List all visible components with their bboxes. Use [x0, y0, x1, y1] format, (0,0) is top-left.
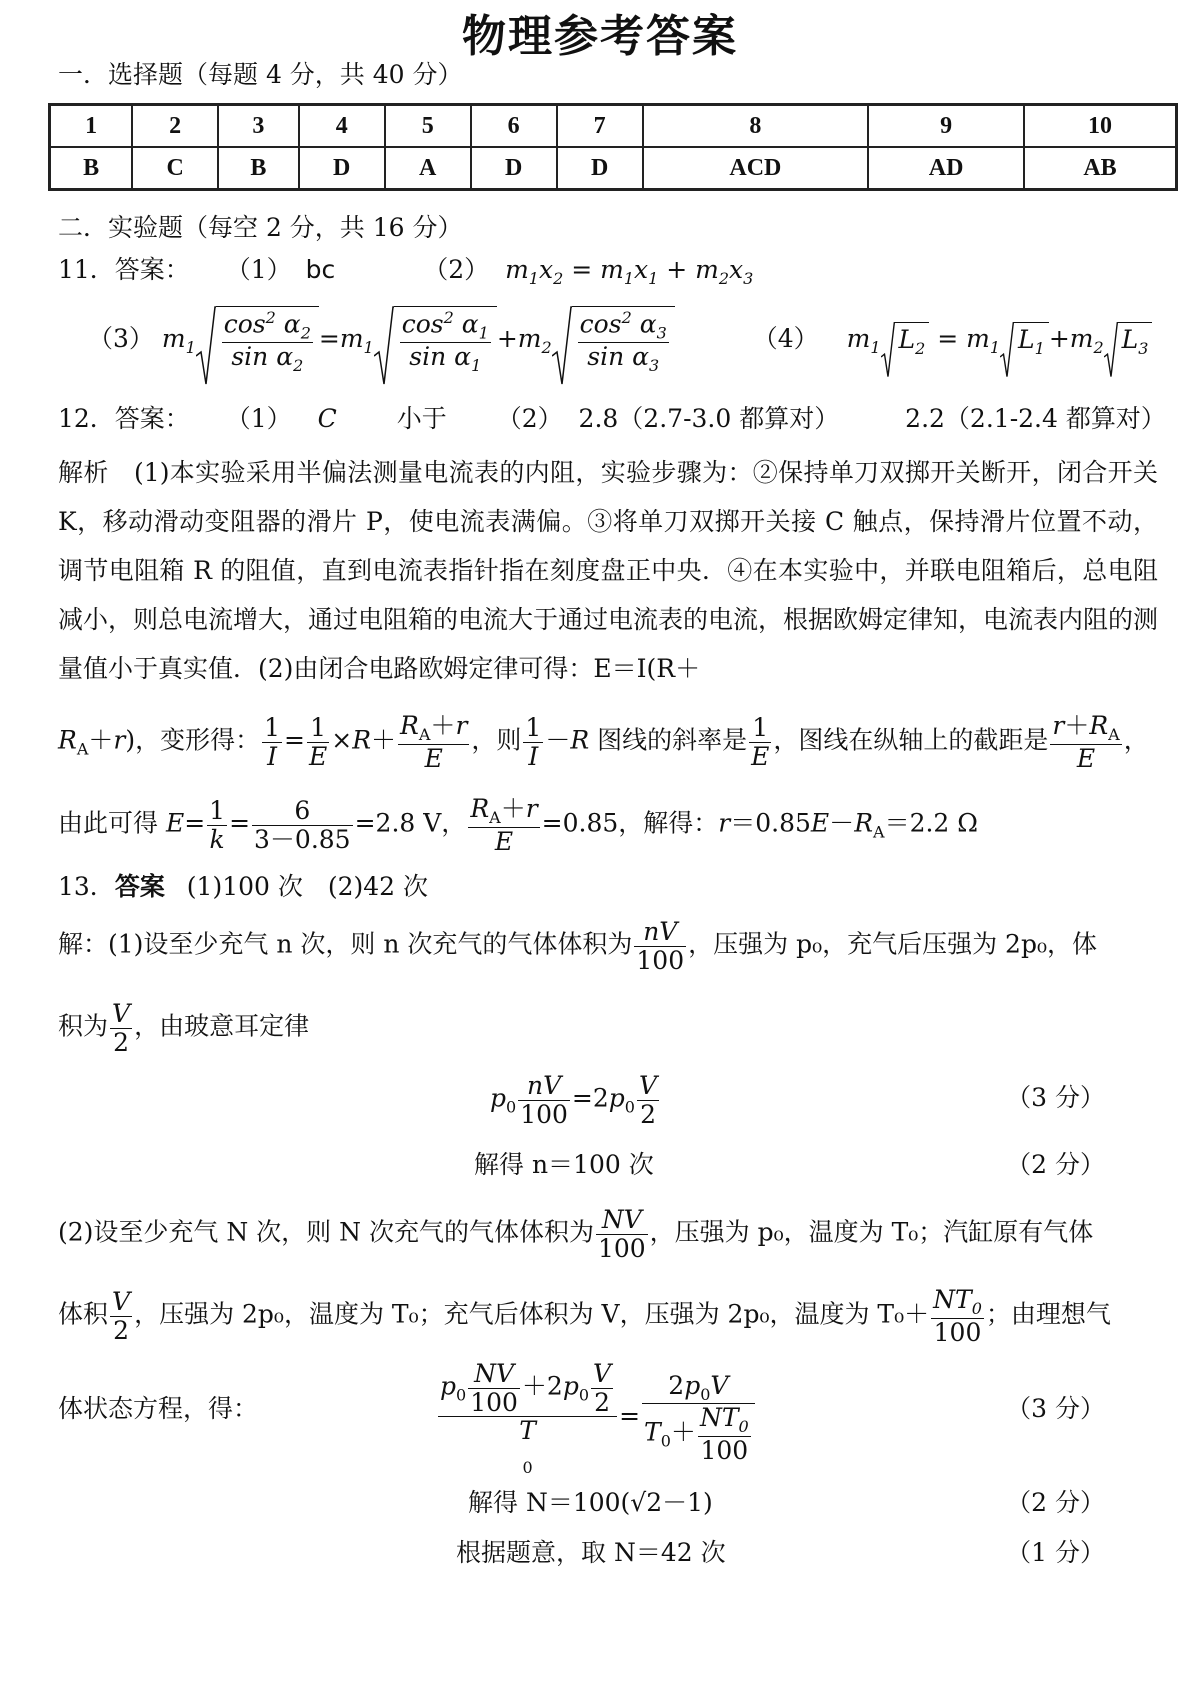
q12-line-1 [58, 404, 1166, 434]
table-cell: D [299, 147, 385, 190]
table-cell: 2 [132, 105, 218, 148]
score-label: （2 分） [1006, 1488, 1105, 1517]
table-cell: A [385, 147, 471, 190]
table-cell: AD [868, 147, 1024, 190]
q13-solve-1: 解：(1)设至少充气 n 次，则 n 次充气的气体体积为 $\frac{nV}{100}$ ，压强为 p₀，充气后压强为 2p₀，体 [58, 917, 1097, 975]
table-cell: AB [1024, 147, 1177, 190]
q13-result-1: 解得 n＝100 次 [474, 1150, 654, 1179]
q13-solve-2f: 体状态方程，得： [58, 1394, 259, 1423]
table-cell: B [218, 147, 299, 190]
q13-text: (2)设至少充气 N 次，则 N 次充气的气体体积为 [58, 1217, 594, 1247]
table-cell: 4 [299, 105, 385, 148]
q12-label: 12．答案： [58, 404, 190, 433]
q13-text: 解：(1)设至少充气 n 次，则 n 次充气的气体体积为 [58, 929, 633, 959]
q13-result-2: 解得 N＝100(√2－1) [468, 1488, 713, 1517]
score-label: （2 分） [1006, 1150, 1105, 1179]
q13-text: ；由理想气 [985, 1299, 1111, 1329]
table-cell: 9 [868, 105, 1024, 148]
q11-label: 11．答案： [58, 255, 190, 284]
q13-answer: (1)100 次 (2)42 次 [186, 872, 429, 901]
table-cell: 7 [557, 105, 643, 148]
table-cell: B [50, 147, 133, 190]
q13-answer-word: 答案 [114, 872, 165, 901]
q13-text: 体积 [58, 1299, 109, 1329]
q11-equation-3: $m_1$ $\frac{\cos^2 \alpha_2}{\sin \alpha_2}$ $=m_1$ $\frac{\cos^2 \alpha_1}{\sin \alpha_1}$ $+m_2$ $\frac{\cos^2 \alpha_3}{\sin \alpha_3}$ [162, 324, 675, 353]
q13-text: ，由玻意耳定律 [134, 1011, 310, 1041]
q12-answer-1: C [317, 404, 337, 433]
section-2-heading: 二．实验题（每空 2 分，共 16 分） [58, 213, 463, 242]
q13-equation-2: $p_0$ $\frac{NV}{100}$ $+2p_0$ $\frac{V}{2}$ T $_0$= $2p_0V$ $T_0+$ $\frac{NT_0}{100}$ [436, 1360, 757, 1476]
q12-derivation-2: 由此可得 E= $\frac{1}{k}$ = $\frac{6}{3-0.85}$ =2.8 V， $\frac{R_A+r}{E}$ =0.85，解得：$r=0.85E-R_A=2.2$ Ω [58, 794, 979, 856]
q11-answer-1: bc [305, 255, 336, 284]
q11-line-1 [58, 255, 753, 288]
q11-part-1: （1） [225, 255, 292, 284]
table-cell: D [557, 147, 643, 190]
q11-part-2: （2） [423, 255, 490, 284]
table-cell: D [471, 147, 557, 190]
q13-text: 积为 [58, 1011, 109, 1041]
q13-solve-1c: 积为 $\frac{V}{2}$ ，由玻意耳定律 [58, 999, 310, 1057]
q11-equation-4: $m_1$ $L_2 = m_1$ $L_1 +m_2$ $L_3$ [847, 324, 1153, 353]
q12-part-1: （1） [225, 404, 292, 433]
q11-part-4: （4） [752, 323, 819, 353]
q12-answer-2: 小于 [396, 404, 447, 433]
q13-solve-2a: (2)设至少充气 N 次，则 N 次充气的气体体积为 $\frac{NV}{100}$ ，压强为 p₀，温度为 T₀；汽缸原有气体 [58, 1205, 1094, 1263]
table-cell: ACD [643, 147, 869, 190]
table-row-answers [50, 147, 1177, 190]
q13-text: ，压强为 p₀，温度为 T₀；汽缸原有气体 [649, 1217, 1094, 1247]
table-cell: 10 [1024, 105, 1177, 148]
q11-line-2 [88, 306, 1152, 375]
score-label: （3 分） [1006, 1083, 1105, 1112]
section-1-heading: 一．选择题（每题 4 分，共 40 分） [58, 60, 463, 89]
q13-result-3: 根据题意，取 N＝42 次 [456, 1538, 726, 1567]
q12-answer-4: 2.2（2.1-2.4 都算对） [905, 404, 1166, 433]
table-cell: 6 [471, 105, 557, 148]
table-cell: 5 [385, 105, 471, 148]
score-label: （1 分） [1006, 1538, 1105, 1567]
table-cell: 8 [643, 105, 869, 148]
q13-label: 13． [58, 872, 115, 901]
page-title: 物理参考答案 [462, 11, 738, 62]
table-cell: 3 [218, 105, 299, 148]
q12-analysis: 解析 (1)本实验采用半偏法测量电流表的内阻，实验步骤为：②保持单刀双掷开关断开，闭合开关 K，移动滑动变阻器的滑片 P，使电流表满偏。③将单刀双掷开关接 C 触点，保持滑片位置不动，调节电阻箱 R 的阻值，直到电流表指针指在刻度盘正中央．④在本实验中，并联电阻箱后，总电阻减小，则总电流增大，通过电阻箱的电流大于通过电流表的电流，根据欧姆定律知，电流表内阻的测量值小于真实值．(2)由闭合电路欧姆定律可得：E＝I(R＋ [58, 458, 1159, 683]
table-cell: 1 [50, 105, 133, 148]
q11-part-3: （3） [88, 323, 154, 353]
q12-derivation-1: $R_A+r$)，变形得： $\frac{1}{I}$ = $\frac{1}{E}$ ×R＋ $\frac{R_A+r}{E}$ ，则 $\frac{1}{I}$ －R 图线的斜率是 $\frac{1}{E}$ ，图线在纵轴上的截距是 $\frac{r+R_A}{E}$ ， [58, 711, 1149, 773]
q13-text: ，压强为 2p₀，温度为 T₀；充气后体积为 V，压强为 2p₀，温度为 T₀＋ [134, 1299, 930, 1329]
score-label: （3 分） [1006, 1394, 1105, 1423]
table-row-numbers [50, 105, 1177, 148]
table-cell: C [132, 147, 218, 190]
answer-table [48, 103, 1178, 191]
q11-equation-2: $m_1x_2 = m_1x_1 + m_2x_3$ [505, 255, 754, 288]
q12-part-2: （2） [496, 404, 563, 433]
q13-text: ，压强为 p₀，充气后压强为 2p₀，体 [688, 929, 1097, 959]
q12-answer-3: 2.8（2.7-3.0 都算对） [578, 404, 840, 433]
q13-line-1 [58, 872, 428, 902]
q13-solve-2c: 体积 $\frac{V}{2}$ ，压强为 2p₀，温度为 T₀；充气后体积为 V，压强为 2p₀，温度为 T₀＋ $\frac{NT_0}{100}$ ；由理想气 [58, 1285, 1111, 1347]
q13-equation-1: $p_0$ $\frac{nV}{100}$ $=2p_0$ $\frac{V}{2}$ [490, 1071, 658, 1129]
